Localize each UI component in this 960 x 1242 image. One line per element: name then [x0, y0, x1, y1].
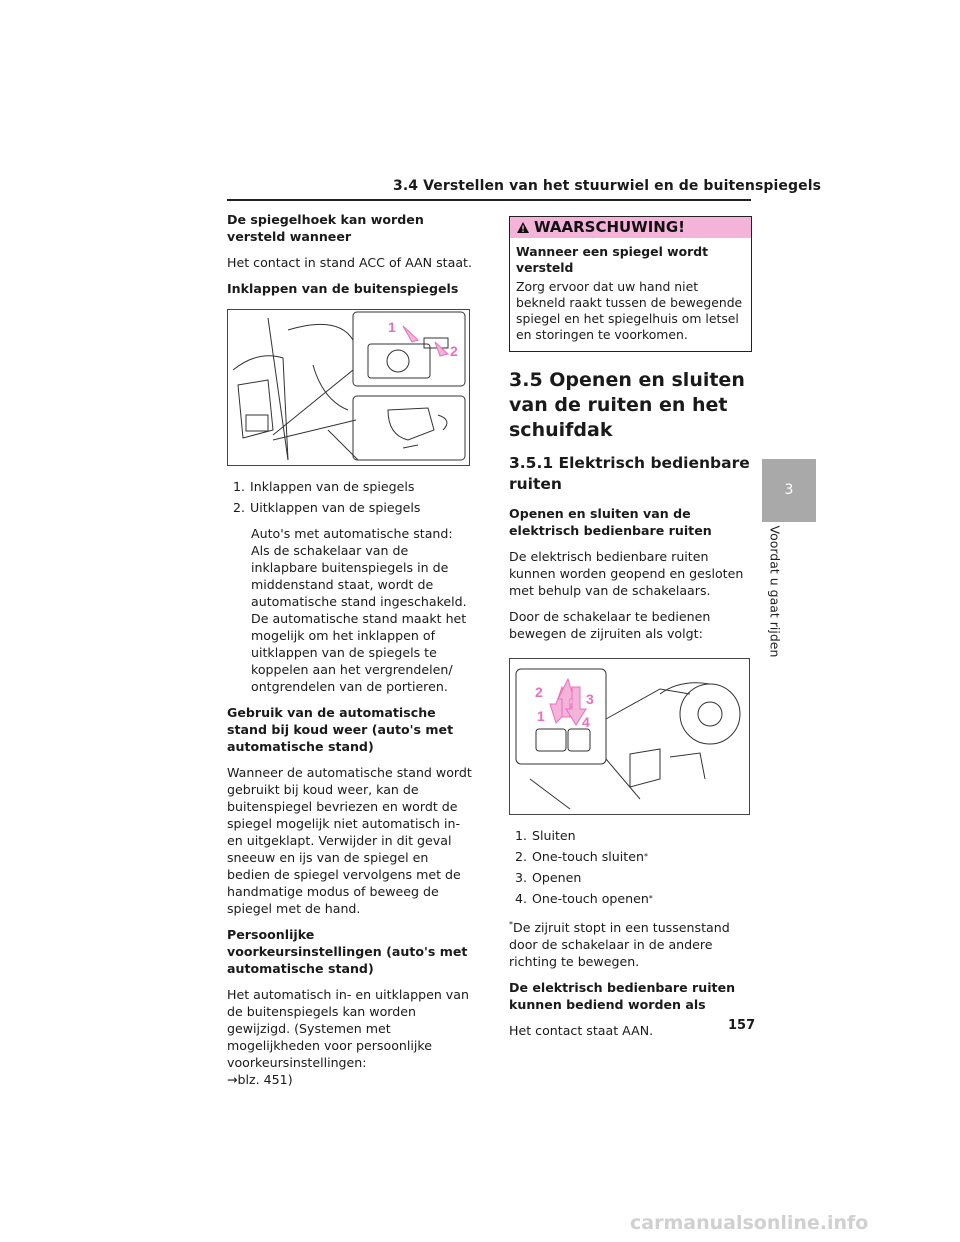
page-number: 157 — [728, 1018, 756, 1033]
paragraph-contact-on: Het contact staat AAN. — [509, 1023, 654, 1039]
auto-mode-note: Auto's met automatische stand: Als de schakelaar van de inklapbare buitenspiegels in de middenstand staat, wordt de automatische stand ingeschakeld. De automatische stand maakt het mogelijk om het inklappen of uitklappen van de spiegels te koppelen aan het vergrendelen/ ontgrendelen van de portieren. — [251, 526, 467, 694]
fig2-label-4: 4 — [582, 714, 590, 730]
warning-triangle-icon — [516, 221, 530, 234]
paragraph-switch: Door de schakelaar te bedienen bewegen de zijruiten als volgt: — [509, 609, 711, 641]
fig2-label-1: 1 — [537, 708, 545, 724]
figure-window-switch — [509, 658, 750, 815]
section-title: 3.5 Openen en sluiten van de ruiten en het schuifdak — [509, 369, 745, 441]
fig1-label-1: 1 — [388, 319, 396, 335]
fig2-label-2: 2 — [535, 684, 543, 700]
heading-operable-when: De elektrisch bedienbare ruiten kunnen bediend worden als — [509, 980, 736, 1013]
page-reference-link[interactable]: →blz. 451) — [227, 1072, 293, 1087]
right-column — [509, 216, 752, 1048]
warning-header — [510, 217, 751, 238]
header-rule — [227, 199, 751, 201]
heading-fold-mirrors: Inklappen van de buitenspiegels — [227, 281, 459, 296]
list-item: 3. Openen — [515, 870, 582, 885]
paragraph-windows: De elektrisch bedienbare ruiten kunnen worden geopend en gesloten met behulp van de schakelaars. — [509, 549, 744, 598]
list-item: 2. Uitklappen van de spiegels — [233, 500, 421, 515]
list-item: 1. Inklappen van de spiegels — [233, 479, 415, 494]
mirror-switch-illustration — [228, 310, 469, 465]
left-column — [227, 211, 472, 1088]
paragraph-personal-settings: Het automatisch in- en uitklappen van de buitenspiegels kan worden gewijzigd. (Systemen met mogelijkheden voor persoonlijke voorkeursinstellingen: →blz. 451) — [227, 987, 469, 1087]
fig1-label-2: 2 — [450, 343, 458, 359]
fig2-label-3: 3 — [586, 691, 594, 707]
paragraph-cold-weather: Wanneer de automatische stand wordt gebruikt bij koud weer, kan de buitenspiegel bevriezen en wordt de spiegel mogelijk niet automatisch in- en uitgeklapt. Verwijder in dit geval sneeuw en ijs van de spiegel en bedien de spiegel vervolgens met de handmatige modus of beweeg de spiegel met de hand. — [227, 765, 472, 916]
chapter-tab: 3 — [762, 459, 816, 522]
window-steps — [509, 827, 752, 907]
mirror-steps — [227, 478, 472, 516]
list-item: 1. Sluiten — [515, 828, 576, 843]
list-item: 2. One-touch sluiten * — [515, 849, 648, 864]
watermark: carmanualsonline.info — [630, 1212, 869, 1234]
chapter-title-vertical: Voordat u gaat rijden — [767, 525, 783, 658]
warning-text: Zorg ervoor dat uw hand niet bekneld raakt tussen de bewegende spiegel en het spiegelhuis om letsel en storingen te voorkomen. — [516, 279, 743, 342]
heading-mirror-angle: De spiegelhoek kan worden versteld wanneer — [227, 212, 424, 244]
list-item: 4. One-touch openen * — [515, 891, 653, 906]
window-switch-illustration — [510, 659, 749, 814]
figure-mirror-switch — [227, 309, 470, 466]
paragraph-contact: Het contact in stand ACC of AAN staat. — [227, 255, 472, 270]
warning-body — [510, 238, 751, 351]
heading-cold-weather: Gebruik van de automatische stand bij koud weer (auto's met automatische stand) — [227, 705, 454, 754]
heading-personal-settings: Persoonlijke voorkeursinstellingen (auto's met automatische stand) — [227, 927, 468, 976]
subsection-title: 3.5.1 Elektrisch bedienbare ruiten — [509, 454, 750, 493]
warning-heading: Wanneer een spiegel wordt versteld — [516, 244, 708, 275]
warning-box — [509, 216, 752, 352]
warning-title: WAARSCHUWING! — [534, 218, 686, 236]
running-header: 3.4 Verstellen van het stuurwiel en de buitenspiegels — [393, 178, 822, 194]
heading-power-windows: Openen en sluiten van de elektrisch bedienbare ruiten — [509, 506, 712, 538]
footnote: *De zijruit stopt in een tussenstand door de schakelaar in de andere richting te bewegen. — [509, 920, 730, 970]
